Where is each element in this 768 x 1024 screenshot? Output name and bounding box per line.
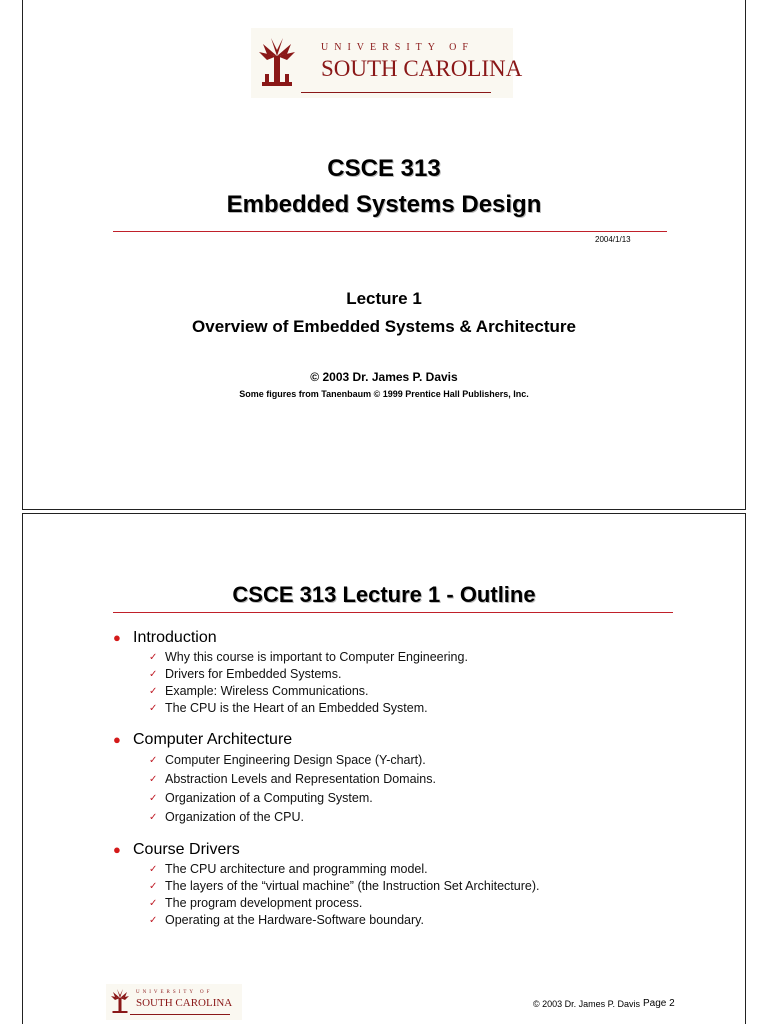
outline-item <box>149 700 713 717</box>
outline-item-text: Why this course is important to Computer Engineering. <box>165 650 468 664</box>
outline-item-text: Organization of the CPU. <box>165 810 304 824</box>
bullet-icon: ● <box>113 842 121 857</box>
checkmark-icon: ✓ <box>149 812 158 823</box>
checkmark-icon: ✓ <box>149 774 158 785</box>
course-title: Embedded Systems Design <box>226 191 542 218</box>
outline-item <box>149 808 713 827</box>
lecture-title: Overview of Embedded Systems & Architecture <box>192 317 576 336</box>
outline-item <box>149 666 713 683</box>
outline-item-text: The CPU is the Heart of an Embedded System. <box>165 701 428 715</box>
checkmark-icon: ✓ <box>149 652 158 663</box>
slide-2 <box>22 513 746 1024</box>
footer-logo-underline <box>130 1014 230 1015</box>
page-number: Page 2 <box>643 998 675 1009</box>
outline-section <box>113 629 713 717</box>
outline-item <box>149 649 713 666</box>
checkmark-icon: ✓ <box>149 703 158 714</box>
outline-item <box>149 683 713 700</box>
outline-item-text: Example: Wireless Communications. <box>165 684 369 698</box>
logo-south-carolina: SOUTH CAROLINA <box>321 56 523 81</box>
slide-date: 2004/1/13 <box>595 235 631 244</box>
section-heading: Course Drivers <box>133 841 240 858</box>
outline-section <box>113 841 713 929</box>
outline-item-text: Abstraction Levels and Representation Domains. <box>165 772 436 786</box>
outline-item <box>149 751 713 770</box>
checkmark-icon: ✓ <box>149 793 158 804</box>
outline-item-text: The program development process. <box>165 896 363 910</box>
outline-item <box>149 912 713 929</box>
title-divider <box>113 231 667 232</box>
slide-1 <box>22 0 746 510</box>
outline-item <box>149 861 713 878</box>
outline-title-divider <box>113 612 673 613</box>
checkmark-icon: ✓ <box>149 755 158 766</box>
bullet-icon: ● <box>113 732 121 747</box>
checkmark-icon: ✓ <box>149 881 158 892</box>
course-code: CSCE 313 <box>327 155 441 182</box>
palmetto-tree-icon <box>257 36 297 92</box>
checkmark-icon: ✓ <box>149 915 158 926</box>
logo-underline <box>301 92 491 93</box>
outline-item-text: Organization of a Computing System. <box>165 791 373 805</box>
checkmark-icon: ✓ <box>149 898 158 909</box>
usc-logo <box>251 28 523 98</box>
footer-copyright: © 2003 Dr. James P. Davis <box>533 999 641 1009</box>
footer-logo-university-of: UNIVERSITY OF <box>136 990 213 995</box>
outline-item <box>149 878 713 895</box>
palmetto-tree-icon <box>110 988 130 1016</box>
outline-item-text: Operating at the Hardware-Software boundary. <box>165 913 424 927</box>
outline-list <box>113 629 713 943</box>
checkmark-icon: ✓ <box>149 864 158 875</box>
footer-logo-south-carolina: SOUTH CAROLINA <box>136 997 233 1009</box>
section-heading: Computer Architecture <box>133 731 293 748</box>
checkmark-icon: ✓ <box>149 686 158 697</box>
outline-title: CSCE 313 Lecture 1 - Outline <box>232 582 536 607</box>
outline-item-text: Computer Engineering Design Space (Y-chart). <box>165 753 426 767</box>
footer-usc-logo <box>106 984 242 1020</box>
section-heading: Introduction <box>133 629 217 646</box>
lecture-number: Lecture 1 <box>346 289 422 308</box>
checkmark-icon: ✓ <box>149 669 158 680</box>
outline-section <box>113 731 713 827</box>
outline-item-text: The CPU architecture and programming model. <box>165 862 428 876</box>
outline-item <box>149 789 713 808</box>
bullet-icon: ● <box>113 630 121 645</box>
outline-item-text: The layers of the “virtual machine” (the Instruction Set Architecture). <box>165 879 540 893</box>
outline-item-text: Drivers for Embedded Systems. <box>165 667 342 681</box>
figures-note: Some figures from Tanenbaum © 1999 Prentice Hall Publishers, Inc. <box>239 389 529 399</box>
copyright-line: © 2003 Dr. James P. Davis <box>310 370 458 384</box>
outline-item <box>149 895 713 912</box>
logo-university-of: UNIVERSITY OF <box>321 42 474 53</box>
outline-item <box>149 770 713 789</box>
